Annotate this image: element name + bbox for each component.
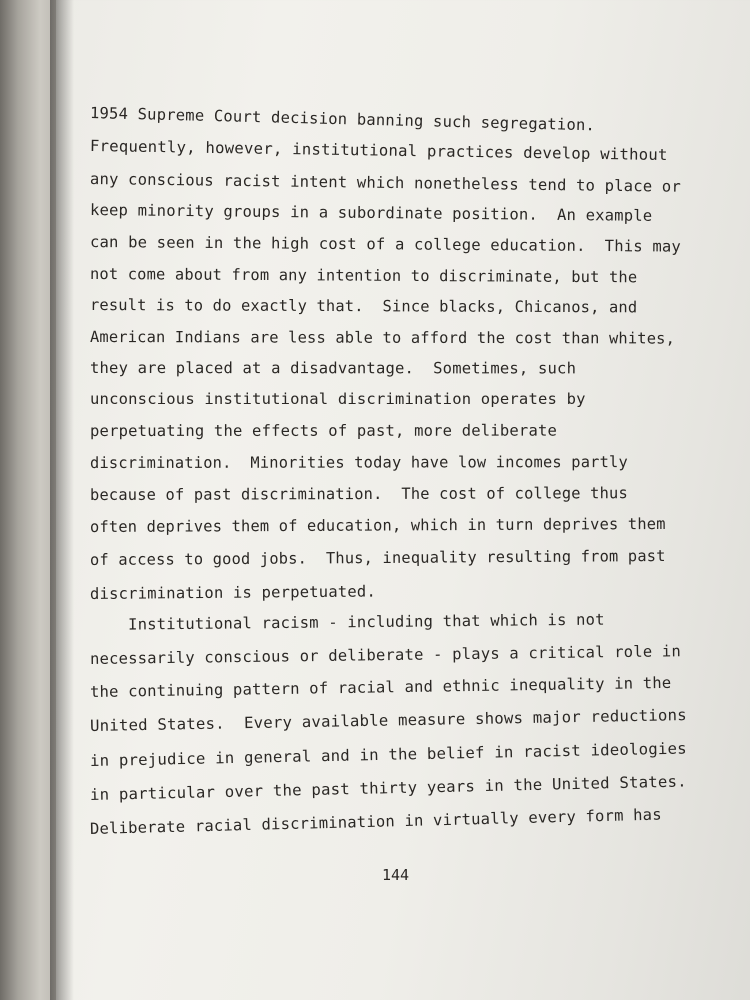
text-line: American Indians are less able to afford the cost than whites, (89, 328, 676, 348)
text-line: often deprives them of education, which in turn deprives them (89, 514, 666, 536)
text-line: unconscious institutional discrimination operates by (90, 390, 586, 408)
text-line: in particular over the past thirty years in the United States. (89, 772, 687, 804)
text-line: discrimination. Minorities today have low incomes partly (89, 453, 628, 472)
text-line: Frequently, however, institutional practices develop without (89, 137, 668, 165)
text-line: Institutional racism - including that which is not (89, 610, 605, 634)
text-line: in prejudice in general and in the belief in racist ideologies (89, 739, 687, 770)
text-line: not come about from any intention to discriminate, but the (89, 265, 638, 287)
text-line: United States. Every available measure shows major reductions (89, 706, 687, 735)
text-line: the continuing pattern of racial and ethnic inequality in the (89, 673, 672, 701)
text-line: of access to good jobs. Thus, inequality resulting from past (89, 546, 666, 569)
text-line: any conscious racist intent which nonetheless tend to place or (89, 170, 682, 196)
text-line: result is to do exactly that. Since blacks, Chicanos, and (89, 296, 638, 317)
text-line: necessarily conscious or deliberate - plays a critical role in (89, 642, 682, 668)
text-line: can be seen in the high cost of a college education. This may (89, 233, 682, 256)
text-line: they are placed at a disadvantage. Sometimes, such (89, 359, 577, 378)
text-line: because of past discrimination. The cost of college thus (89, 484, 628, 504)
text-line: 1954 Supreme Court decision banning such segregation. (89, 104, 596, 135)
text-line: keep minority groups in a subordinate position. An example (89, 201, 653, 225)
text-line: Deliberate racial discrimination in virtually every form has (89, 805, 662, 838)
page-number: 144 (382, 866, 410, 884)
text-line: perpetuating the effects of past, more deliberate (89, 421, 558, 440)
text-line: discrimination is perpetuated. (89, 582, 377, 603)
